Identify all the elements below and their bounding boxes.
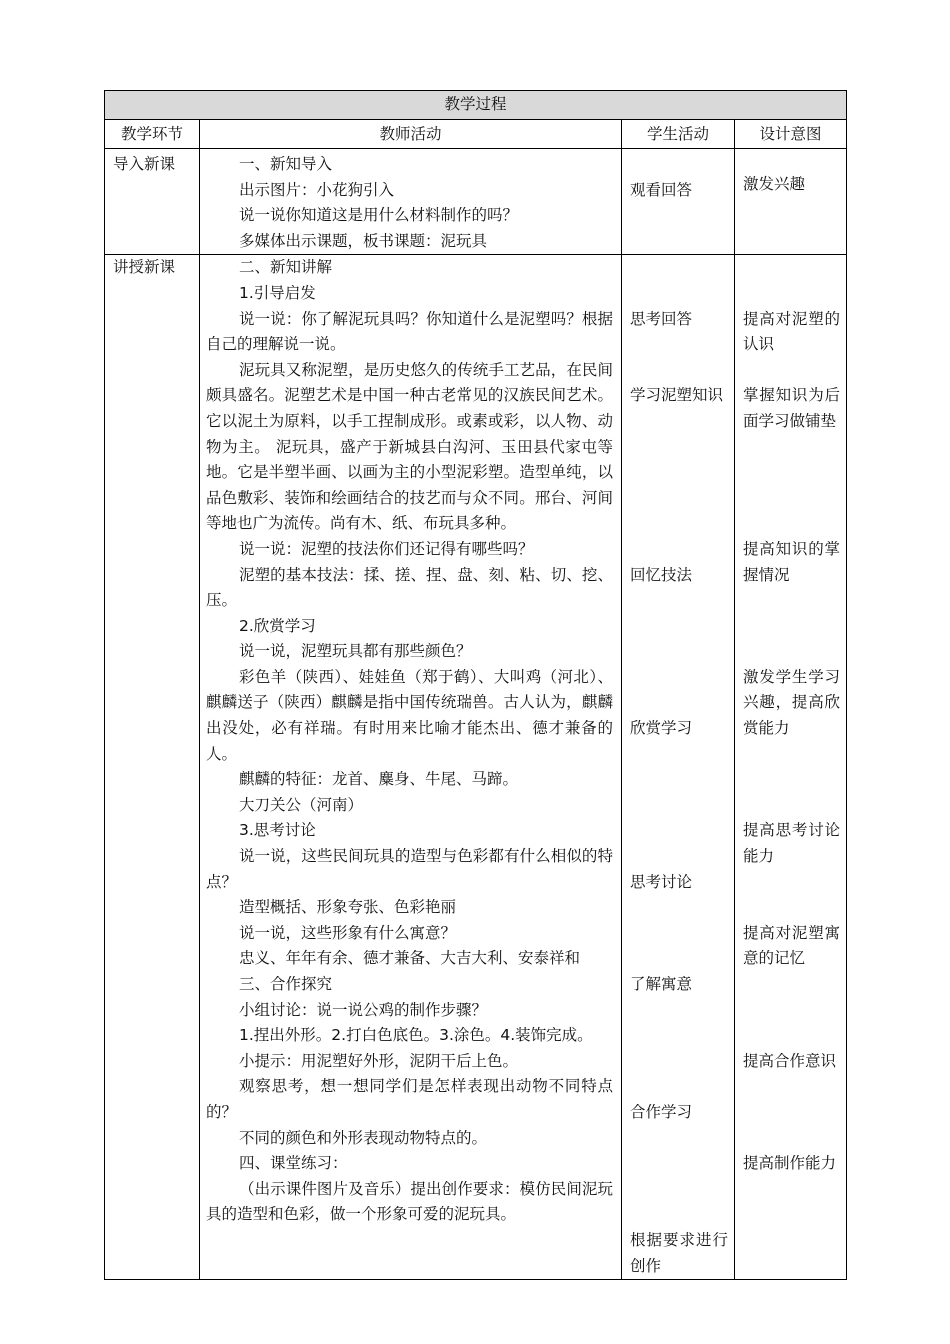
lesson-line: 说一说，这些民间玩具的造型与色彩都有什么相似的特点？ — [206, 847, 613, 891]
lesson-line: 三、合作探究 — [239, 975, 333, 993]
lesson-line: （出示课件图片及音乐）提出创作要求：模仿民间泥玩具的造型和色彩，做一个形象可爱的泥玩具。 — [206, 1179, 613, 1224]
intro-line: 多媒体出示课题，板书课题：泥玩具 — [239, 231, 488, 250]
student-activity-text: 回忆技法 — [630, 565, 693, 584]
design-intent-text: 提高对泥塑的认识 — [743, 309, 841, 354]
student-activity-text: 思考讨论 — [630, 872, 693, 891]
student-activity-text: 欣赏学习 — [630, 719, 693, 738]
design-intent-text: 提高合作意识 — [743, 1051, 837, 1070]
lesson-line: 说一说：你了解泥玩具吗？你知道什么是泥塑吗？根据自己的理解说一说。 — [206, 309, 613, 354]
design-intent-text: 提高制作能力 — [743, 1154, 837, 1173]
lesson-line: 泥玩具又称泥塑，是历史悠久的传统手工艺品，在民间颇具盛名。泥塑艺术是中国一种古老常见的汉族民间艺术。它以泥土为原料，以手工捏制成形。或素或彩，以人物、动物为主。 泥玩具，盛产于新城县白沟河、玉田县代家屯等地。它是半塑半画、以画为主的小型泥彩塑。造型单纯，以品色敷彩、装饰和绘画结合的技艺而与众不同。邢台、河间等地也广为流传。尚有木、纸、布玩具多种。 — [206, 360, 613, 533]
lesson-line: 2.欣赏学习 — [239, 616, 316, 635]
lesson-line: 说一说，这些形象有什么寓意？ — [239, 923, 457, 942]
lesson-line: 1.引导启发 — [239, 283, 316, 302]
design-intent-text: 提高对泥塑寓意的记忆 — [743, 923, 841, 968]
lesson-line: 小组讨论：说一说公鸡的制作步骤？ — [239, 1000, 488, 1019]
lesson-line: 二、新知讲解 — [239, 258, 333, 277]
design-intent-text: 提高思考讨论能力 — [743, 821, 841, 866]
student-activity-text: 观看回答 — [630, 181, 693, 199]
lesson-line: 3.思考讨论 — [239, 821, 316, 840]
table-row-intro — [105, 149, 847, 255]
lesson-line: 泥塑的基本技法：揉、搓、捏、盘、刻、粘、切、挖、压。 — [206, 565, 613, 610]
design-intent-text: 提高知识的掌握情况 — [743, 539, 841, 584]
design-intent-text: 激发兴趣 — [743, 175, 806, 193]
lesson-line: 四、课堂练习： — [239, 1154, 348, 1173]
lesson-line: 彩色羊（陕西）、娃娃鱼（郑于鹤）、大叫鸡（河北）、麒麟送子（陕西）麒麟是指中国传统瑞兽。古人认为，麒麟出没处，必有祥瑞。有时用来比喻才能杰出、德才兼备的人。 — [206, 667, 613, 763]
lesson-line: 1.捏出外形。2.打白色底色。3.涂色。4.装饰完成。 — [239, 1026, 593, 1045]
student-activity-text: 学习泥塑知识 — [630, 386, 724, 405]
stage-lesson: 讲授新课 — [105, 255, 200, 1280]
table-title: 教学过程 — [105, 91, 847, 120]
lesson-line: 观察思考，想一想同学们是怎样表现出动物不同特点的？ — [206, 1077, 613, 1121]
student-activity-text: 合作学习 — [630, 1102, 693, 1121]
header-stage: 教学环节 — [105, 120, 200, 149]
table-header-row — [105, 120, 847, 149]
lesson-line: 说一说：泥塑的技法你们还记得有哪些吗？ — [239, 539, 534, 558]
lesson-line: 小提示：用泥塑好外形，泥阴干后上色。 — [239, 1051, 519, 1070]
design-intent-intro — [735, 149, 847, 255]
student-activity-text: 根据要求进行创作 — [630, 1230, 728, 1275]
intro-line: 一、新知导入 — [239, 155, 333, 173]
teacher-activity-lesson — [200, 255, 622, 1280]
design-intent-text: 掌握知识为后面学习做铺垫 — [743, 386, 841, 430]
intro-line: 说一说你知道这是用什么材料制作的吗？ — [239, 206, 519, 225]
lesson-line: 忠义、年年有余、德才兼备、大吉大利、安泰祥和 — [239, 949, 581, 968]
stage-intro: 导入新课 — [105, 149, 200, 255]
lesson-line: 大刀关公（河南） — [239, 795, 364, 814]
design-intent-text: 激发学生学习兴趣，提高欣赏能力 — [743, 667, 841, 738]
header-student-activity: 学生活动 — [622, 120, 735, 149]
student-activity-text: 了解寓意 — [630, 975, 693, 993]
header-teacher-activity: 教师活动 — [200, 120, 622, 149]
student-activity-text: 思考回答 — [630, 309, 693, 328]
lesson-line: 说一说，泥塑玩具都有那些颜色？ — [239, 642, 472, 661]
lesson-line: 麒麟的特征：龙首、麋身、牛尾、马蹄。 — [239, 770, 519, 789]
design-intent-lesson — [735, 255, 847, 1280]
student-activity-intro — [622, 149, 735, 255]
lesson-line: 不同的颜色和外形表现动物特点的。 — [239, 1128, 488, 1147]
lesson-line: 造型概括、形象夸张、色彩艳丽 — [239, 898, 457, 917]
student-activity-lesson — [622, 255, 735, 1280]
intro-line: 出示图片：小花狗引入 — [239, 180, 395, 199]
teacher-activity-intro — [200, 149, 622, 255]
table-row-lesson — [105, 255, 847, 1280]
header-design-intent: 设计意图 — [735, 120, 847, 149]
teaching-process-table — [104, 90, 847, 1280]
